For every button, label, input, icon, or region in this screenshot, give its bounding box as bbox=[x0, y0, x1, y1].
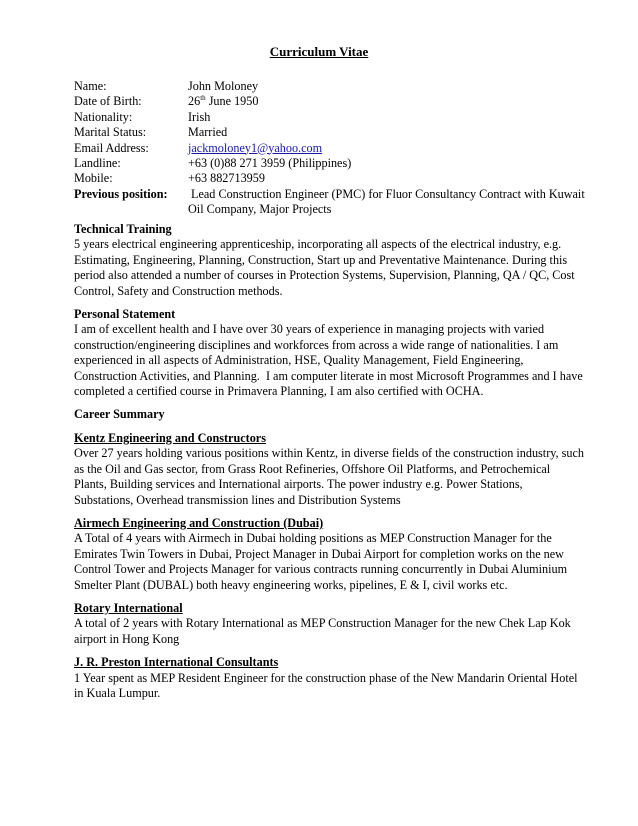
career-text: A Total of 4 years with Airmech in Dubai holding positions as MEP Construction Manager for the Emirates Twin Towers in Dubai, Project Manager in Dubai Airport for completion works on the new Control Tower and Projects Manager for various contracts running concurrently in Dubai Aluminium Smelter Plant (DUBAL) both heavy engineering works, pipelines, E & I, civil works etc. bbox=[74, 531, 568, 592]
dob-rest: June 1950 bbox=[205, 94, 259, 109]
career-text: 1 Year spent as MEP Resident Engineer for the construction phase of the New Mandarin Oriental Hotel in Kuala Lumpur. bbox=[74, 670, 578, 700]
info-row-mobile bbox=[74, 171, 594, 186]
info-row-marital bbox=[74, 125, 594, 140]
personal-statement-text: I am of excellent health and I have over 30 years of experience in managing projects with varied construction/engineering disciplines and workforces from across a wide range of nationalities. I am experienced in all aspects of Administration, HSE, Quality Management, Field Engineering, Construction Activities, and Planning. I am computer literate in most Microsoft Programmes and I have completed a certified course in Primavera Planning, I am also certified with OCHA. bbox=[74, 322, 586, 399]
career-text: A total of 2 years with Rotary International as MEP Construction Manager for the new Chek Lap Kok airport in Hong Kong bbox=[74, 616, 571, 646]
nationality-value: Irish bbox=[188, 109, 211, 124]
dob-suffix: th bbox=[200, 94, 206, 103]
career-entry bbox=[74, 601, 584, 647]
career-entry bbox=[74, 655, 584, 701]
previous-position-value: Lead Construction Engineer (PMC) for Fluor Consultancy Contract with Kuwait Oil Company, Major Projects bbox=[188, 186, 588, 217]
mobile-label: Mobile: bbox=[74, 171, 113, 186]
technical-training-heading: Technical Training bbox=[74, 222, 172, 236]
personal-statement-section bbox=[74, 307, 584, 399]
info-row-name bbox=[74, 79, 594, 94]
technical-training-section bbox=[74, 222, 584, 299]
dob-day: 26 bbox=[188, 94, 201, 109]
personal-info bbox=[74, 79, 594, 218]
info-row-nationality bbox=[74, 110, 594, 125]
cv-content bbox=[74, 222, 584, 709]
name-label: Name: bbox=[74, 79, 107, 93]
personal-statement-heading: Personal Statement bbox=[74, 307, 176, 322]
landline-value: +63 (0)88 271 3959 (Philippines) bbox=[188, 155, 352, 170]
technical-training-text: 5 years electrical engineering apprenticeship, incorporating all aspects of the electrical industry, e.g. Estimating, Engineering, Planning, Construction, Start up and Preventative Maintenance. During this period also attended a number of courses in Protection Systems, Supervision, Planning, QA / QC, Cost Control, Safety and Construction methods. bbox=[74, 237, 575, 298]
career-company: Rotary International bbox=[74, 600, 183, 615]
marital-value: Married bbox=[188, 125, 228, 140]
info-row-email bbox=[74, 141, 594, 156]
nationality-label: Nationality: bbox=[74, 109, 133, 124]
previous-position-label: Previous position: bbox=[74, 186, 168, 201]
career-entry bbox=[74, 431, 584, 508]
email-label: Email Address: bbox=[74, 140, 149, 155]
career-company: Airmech Engineering and Construction (Dubai) bbox=[74, 515, 324, 530]
document-title: Curriculum Vitae bbox=[269, 44, 369, 59]
career-summary-heading: Career Summary bbox=[74, 407, 165, 422]
career-text: Over 27 years holding various positions within Kentz, in diverse fields of the construction industry, such as the Oil and Gas sector, from Grass Root Refineries, Offshore Oil Platforms, and Petrochemical Plants, Building services and International airports. The power industry e.g. Power Stations, Substations, Overhead transmission lines and Distribution Systems bbox=[74, 446, 584, 507]
info-row-landline bbox=[74, 156, 594, 171]
dob-value bbox=[188, 94, 258, 109]
marital-label: Marital Status: bbox=[74, 125, 147, 140]
landline-label: Landline: bbox=[74, 155, 121, 170]
email-link[interactable]: jackmoloney1@yahoo.com bbox=[188, 140, 323, 155]
info-row-dob bbox=[74, 94, 594, 109]
info-row-previous-position bbox=[74, 187, 594, 218]
mobile-value: +63 882713959 bbox=[188, 171, 265, 186]
career-company: J. R. Preston International Consultants bbox=[74, 655, 279, 670]
name-value: John Moloney bbox=[188, 79, 259, 93]
career-entry bbox=[74, 516, 584, 593]
dob-label: Date of Birth: bbox=[74, 94, 142, 109]
career-company: Kentz Engineering and Constructors bbox=[74, 430, 266, 445]
